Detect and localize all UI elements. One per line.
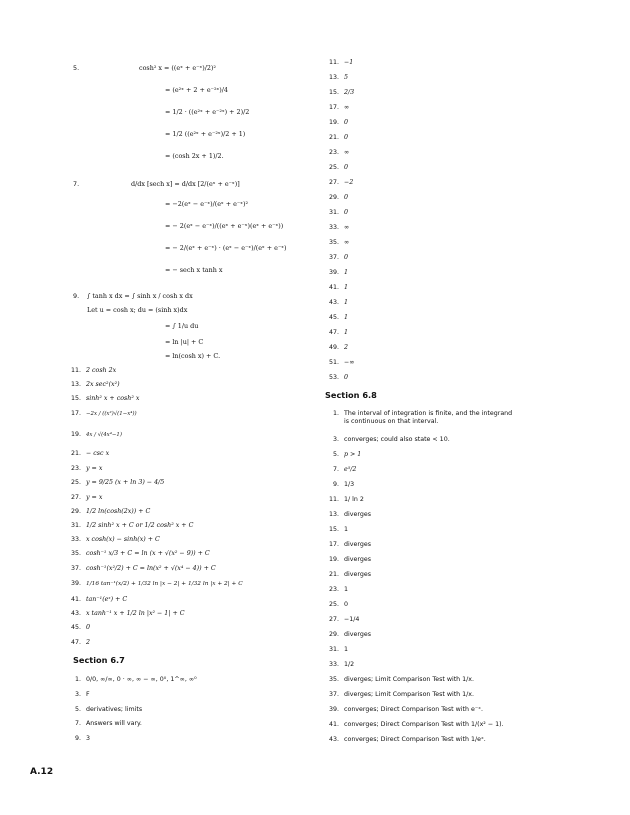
answer-text: diverges xyxy=(344,556,371,563)
answer-text: cosh⁻¹(x²/2) + C = ln(x² + √(x⁴ − 4)) + C xyxy=(86,565,216,572)
answer-row xyxy=(315,359,355,367)
answer-text: ∞ xyxy=(344,239,350,246)
answer-text: −1/4 xyxy=(344,616,360,623)
answer-text: −∞ xyxy=(344,359,355,366)
answer-text: diverges xyxy=(344,541,371,548)
answer-text: diverges xyxy=(344,631,371,638)
answer-number: 31. xyxy=(328,209,339,216)
problem-7-number: 7. xyxy=(73,180,80,188)
answer-row xyxy=(315,179,353,187)
answer-text: diverges; Limit Comparison Test with 1/x. xyxy=(344,691,475,698)
answer-row xyxy=(0,479,165,487)
answer-row xyxy=(0,465,103,473)
answer-number: 27. xyxy=(328,616,339,623)
answer-text: 0 xyxy=(344,601,349,608)
answer-row xyxy=(0,720,142,728)
answer-text: 1 xyxy=(344,329,349,336)
answer-row xyxy=(0,550,210,558)
answer-text: 1/3 xyxy=(344,481,355,488)
answer-number: 51. xyxy=(328,359,339,366)
answer-row xyxy=(0,676,197,684)
answer-row xyxy=(315,661,354,669)
answer-row xyxy=(315,119,348,127)
answer-text: 2/3 xyxy=(344,89,355,96)
answer-number: 7. xyxy=(332,466,339,473)
answer-row xyxy=(0,596,128,604)
answer-number: 47. xyxy=(70,639,81,646)
answer-number: 11. xyxy=(70,367,81,374)
answer-row xyxy=(315,89,354,97)
answer-text: diverges xyxy=(344,571,371,578)
answer-row xyxy=(315,571,371,579)
answer-row xyxy=(0,450,110,458)
answer-row xyxy=(315,239,349,247)
answer-text: 2x sec²(x²) xyxy=(86,381,120,388)
answer-text: 0 xyxy=(344,134,349,141)
answer-number: 19. xyxy=(328,119,339,126)
answer-number: 31. xyxy=(70,522,81,529)
problem-5-line-1: cosh² x = ((eˣ + e⁻ˣ)/2)² xyxy=(139,64,216,72)
answer-number: 21. xyxy=(328,571,339,578)
answer-number: 13. xyxy=(328,74,339,81)
answer-row xyxy=(0,522,194,530)
answer-row xyxy=(315,646,348,654)
answer-number: 17. xyxy=(328,104,339,111)
answer-row xyxy=(0,494,103,502)
answer-text: ∞ xyxy=(344,104,350,111)
answer-text: 0 xyxy=(344,194,349,201)
answer-text: y = 9/25 (x + ln 3) − 4/5 xyxy=(86,479,165,486)
answer-number: 7. xyxy=(74,720,81,727)
answer-number: 27. xyxy=(328,179,339,186)
answer-row xyxy=(315,314,348,322)
answer-number: 15. xyxy=(328,89,339,96)
answer-row xyxy=(315,164,348,172)
answer-text: 1/2 xyxy=(344,661,355,668)
answer-number: 25. xyxy=(328,601,339,608)
answer-row xyxy=(315,481,354,489)
problem-9-line-5: = ln(cosh x) + C. xyxy=(165,352,221,360)
answer-text: 1 xyxy=(344,526,349,533)
answer-number: 3. xyxy=(74,691,81,698)
answer-number: 49. xyxy=(328,344,339,351)
answer-row xyxy=(0,691,90,699)
answer-row xyxy=(0,367,117,375)
answer-text: 1 xyxy=(344,586,349,593)
answer-row xyxy=(315,631,371,639)
answer-row xyxy=(0,431,122,439)
answer-number: 39. xyxy=(328,706,339,713)
answer-row xyxy=(0,580,243,588)
answer-number: 29. xyxy=(328,631,339,638)
answer-text: diverges xyxy=(344,511,371,518)
answer-row xyxy=(315,194,348,202)
answer-text: converges; Direct Comparison Test with 1/(x² − 1). xyxy=(344,721,504,728)
answer-row xyxy=(315,410,514,426)
answer-number: 1. xyxy=(74,676,81,683)
answer-number: 33. xyxy=(328,661,339,668)
answer-number: 37. xyxy=(70,565,81,572)
answer-number: 15. xyxy=(70,395,81,402)
answer-text: − csc x xyxy=(86,450,110,457)
answer-row xyxy=(0,610,185,618)
answer-number: 1. xyxy=(332,410,339,417)
answer-row xyxy=(315,74,348,82)
answer-row xyxy=(315,224,349,232)
problem-5-line-3: = 1/2 · ((e²ˣ + e⁻²ˣ) + 2)/2 xyxy=(165,108,250,116)
answer-row xyxy=(315,556,371,564)
answer-text: 0 xyxy=(344,119,349,126)
answer-number: 31. xyxy=(328,646,339,653)
answer-row xyxy=(0,381,120,389)
answer-text: diverges; Limit Comparison Test with 1/x. xyxy=(344,676,475,683)
answer-text: 1/16 tan⁻¹(x/2) + 1/32 ln |x − 2| + 1/32 ln |x + 2| + C xyxy=(86,581,243,587)
answer-row xyxy=(315,601,348,609)
problem-5-line-4: = 1/2 ((e²ˣ + e⁻²ˣ)/2 + 1) xyxy=(165,130,246,138)
answer-number: 23. xyxy=(328,149,339,156)
answer-text: 0/0, ∞/∞, 0 · ∞, ∞ − ∞, 0⁰, 1^∞, ∞⁰ xyxy=(86,676,197,683)
answer-number: 11. xyxy=(328,59,339,66)
answer-number: 43. xyxy=(328,736,339,743)
answer-number: 13. xyxy=(70,381,81,388)
section-6-7-title: Section 6.7 xyxy=(73,655,125,665)
answer-text: 0 xyxy=(86,624,91,631)
answer-row xyxy=(0,536,160,544)
answer-row xyxy=(0,624,91,632)
answer-text: −2 xyxy=(344,179,354,186)
answer-text: 2 xyxy=(344,344,349,351)
answer-row xyxy=(315,134,348,142)
problem-9-number: 9. xyxy=(73,292,80,300)
problem-5-number: 5. xyxy=(73,64,80,72)
problem-5-line-2: = (e²ˣ + 2 + e⁻²ˣ)/4 xyxy=(165,86,228,94)
answer-number: 13. xyxy=(328,511,339,518)
answer-text: p > 1 xyxy=(344,451,362,458)
answer-number: 53. xyxy=(328,374,339,381)
answer-row xyxy=(315,149,349,157)
answer-number: 25. xyxy=(328,164,339,171)
answer-number: 23. xyxy=(70,465,81,472)
answer-text: y = x xyxy=(86,494,103,501)
answer-text: converges; could also state < 10. xyxy=(344,436,450,443)
answer-number: 29. xyxy=(70,508,81,515)
answer-number: 45. xyxy=(70,624,81,631)
answer-number: 11. xyxy=(328,496,339,503)
answer-text: 5 xyxy=(344,74,349,81)
answer-row xyxy=(315,721,504,729)
answer-text: 1 xyxy=(344,284,349,291)
answer-number: 33. xyxy=(70,536,81,543)
answer-text: tan⁻¹(eˣ) + C xyxy=(86,596,128,603)
answer-number: 25. xyxy=(70,479,81,486)
answer-number: 47. xyxy=(328,329,339,336)
answer-number: 9. xyxy=(74,735,81,742)
answer-number: 17. xyxy=(328,541,339,548)
answer-row xyxy=(315,691,474,699)
answer-text: converges; Direct Comparison Test with e⁻ˣ. xyxy=(344,706,483,713)
answer-row xyxy=(315,59,353,67)
answer-number: 9. xyxy=(332,481,339,488)
answer-number: 41. xyxy=(328,284,339,291)
answer-row xyxy=(315,344,348,352)
answer-number: 37. xyxy=(328,691,339,698)
answer-row xyxy=(0,395,140,403)
answer-text: y = x xyxy=(86,465,103,472)
answer-row xyxy=(315,736,486,744)
answer-number: 33. xyxy=(328,224,339,231)
section-6-8-title: Section 6.8 xyxy=(325,390,377,400)
answer-text: 1/2 sinh² x + C or 1/2 cosh² x + C xyxy=(86,522,194,529)
answer-text: 4x / √(4x⁴−1) xyxy=(86,432,122,438)
answer-number: 35. xyxy=(328,676,339,683)
answer-text: 1 xyxy=(344,314,349,321)
problem-9-line-1: ∫ tanh x dx = ∫ sinh x / cosh x dx xyxy=(87,292,193,300)
answer-number: 35. xyxy=(328,239,339,246)
problem-7-line-2: = −2(eˣ − e⁻ˣ)/(eˣ + e⁻ˣ)² xyxy=(165,200,249,208)
answer-number: 41. xyxy=(70,596,81,603)
answer-text: The interval of integration is finite, and the integrand is continuous on that interval. xyxy=(344,410,513,425)
answer-number: 15. xyxy=(328,526,339,533)
answer-row xyxy=(0,639,91,647)
answer-text: 0 xyxy=(344,254,349,261)
answer-text: 1 xyxy=(344,269,349,276)
answer-text: F xyxy=(86,691,90,698)
answer-row xyxy=(315,676,474,684)
answer-row xyxy=(315,496,364,504)
answer-text: cosh⁻¹ x/3 + C = ln (x + √(x² − 9)) + C xyxy=(86,550,210,557)
answer-row xyxy=(315,299,348,307)
answer-row xyxy=(315,511,371,519)
answer-row xyxy=(315,616,359,624)
answer-number: 3. xyxy=(332,436,339,443)
answer-row xyxy=(315,706,483,714)
answer-number: 21. xyxy=(70,450,81,457)
page-number: A.12 xyxy=(30,767,54,777)
answer-text: sinh² x + cosh² x xyxy=(86,395,140,402)
problem-5-line-5: = (cosh 2x + 1)/2. xyxy=(165,152,224,160)
answer-number: 43. xyxy=(70,610,81,617)
answer-number: 39. xyxy=(70,580,81,587)
answer-row xyxy=(315,269,348,277)
answer-text: e⁵/2 xyxy=(344,466,357,473)
answer-number: 43. xyxy=(328,299,339,306)
answer-number: 27. xyxy=(70,494,81,501)
answer-text: 0 xyxy=(344,164,349,171)
answer-text: x tanh⁻¹ x + 1/2 ln |x² − 1| + C xyxy=(86,610,185,617)
answer-row xyxy=(315,104,349,112)
answer-number: 41. xyxy=(328,721,339,728)
answer-text: 2 cosh 2x xyxy=(86,367,117,374)
answer-row xyxy=(315,254,348,262)
answer-number: 21. xyxy=(328,134,339,141)
problem-7-line-4: = − 2/(eˣ + e⁻ˣ) · (eˣ − e⁻ˣ)/(eˣ + e⁻ˣ) xyxy=(165,244,287,252)
answer-row xyxy=(315,586,348,594)
answer-row xyxy=(0,735,91,743)
answer-number: 35. xyxy=(70,550,81,557)
answer-text: −2x / ((x²)√(1−x⁴)) xyxy=(86,411,137,417)
answer-text: 1 xyxy=(344,646,349,653)
problem-9-line-3: = ∫ 1/u du xyxy=(165,322,199,330)
answer-number: 37. xyxy=(328,254,339,261)
answer-row xyxy=(0,565,216,573)
answer-number: 19. xyxy=(70,431,81,438)
answer-row xyxy=(315,209,348,217)
answer-text: 2 xyxy=(86,639,91,646)
answer-number: 17. xyxy=(70,410,81,417)
answer-text: 1/2 ln(cosh(2x)) + C xyxy=(86,508,151,515)
problem-9-line-4: = ln |u| + C xyxy=(165,338,204,346)
answer-number: 45. xyxy=(328,314,339,321)
answer-row xyxy=(0,508,151,516)
answer-text: 0 xyxy=(344,374,349,381)
answer-text: 0 xyxy=(344,209,349,216)
problem-7-line-3: = − 2(eˣ − e⁻ˣ)/((eˣ + e⁻ˣ)(eˣ + e⁻ˣ)) xyxy=(165,222,284,230)
answer-number: 23. xyxy=(328,586,339,593)
answer-text: −1 xyxy=(344,59,354,66)
answer-row xyxy=(0,410,137,418)
answer-text: 3 xyxy=(86,735,91,742)
problem-7-line-1: d/dx [sech x] = d/dx [2/(eˣ + e⁻ˣ)] xyxy=(131,180,240,188)
answer-text: 1 xyxy=(344,299,349,306)
answer-text: derivatives; limits xyxy=(86,706,143,713)
problem-9-line-2: Let u = cosh x; du = (sinh x)dx xyxy=(87,306,188,314)
answer-text: ∞ xyxy=(344,224,350,231)
answer-row xyxy=(315,374,348,382)
answer-row xyxy=(315,466,356,474)
answer-number: 5. xyxy=(74,706,81,713)
answer-text: 1/ ln 2 xyxy=(344,496,364,503)
answer-row xyxy=(315,329,348,337)
answer-number: 19. xyxy=(328,556,339,563)
answer-text: converges; Direct Comparison Test with 1/eˣ. xyxy=(344,736,486,743)
answer-text: ∞ xyxy=(344,149,350,156)
answer-row xyxy=(0,706,143,714)
answer-row xyxy=(315,284,348,292)
answer-row xyxy=(315,451,361,459)
problem-7-line-5: = − sech x tanh x xyxy=(165,266,223,274)
answer-row xyxy=(315,436,450,444)
answer-text: x cosh(x) − sinh(x) + C xyxy=(86,536,160,543)
answer-row xyxy=(315,541,371,549)
answer-row xyxy=(315,526,348,534)
answer-number: 39. xyxy=(328,269,339,276)
answer-number: 5. xyxy=(332,451,339,458)
answer-number: 29. xyxy=(328,194,339,201)
answer-text: Answers will vary. xyxy=(86,720,142,727)
